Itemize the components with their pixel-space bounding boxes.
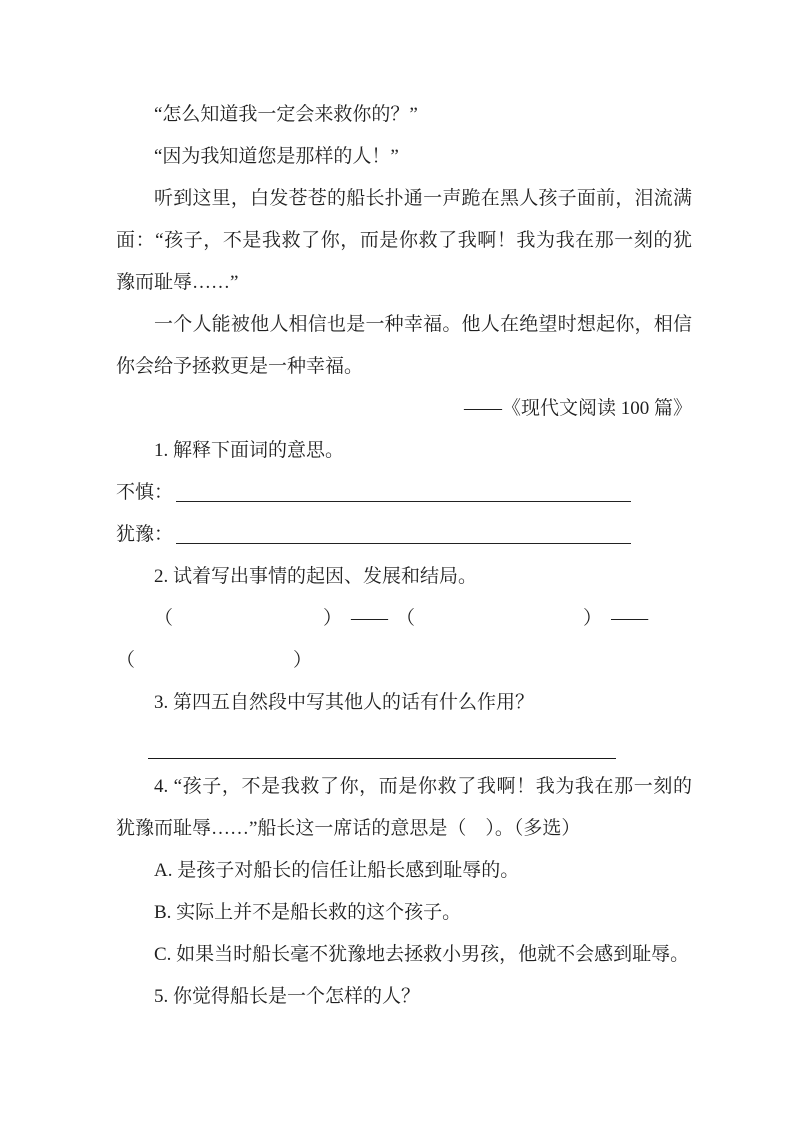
q2-close-paren-3: ） <box>293 650 313 671</box>
q2-open-paren-2: （ <box>396 608 416 629</box>
q4-option-a: A. 是孩子对船长的信任让船长感到耻辱的。 <box>154 860 520 881</box>
q1-term-1-answer-blank[interactable] <box>176 501 631 502</box>
q2-dash-2: —— <box>611 608 648 629</box>
q4-option-c: C. 如果当时船长毫不犹豫地去拯救小男孩，他就不会感到耻辱。 <box>154 944 690 965</box>
q1-term-1-label: 不慎： <box>116 482 174 503</box>
q1-term-row-2 <box>116 514 692 556</box>
q3-answer-blank[interactable] <box>148 758 616 759</box>
worksheet-content <box>116 94 692 1018</box>
q3-answer-row <box>116 724 692 766</box>
passage-attribution: ——《现代文阅读 100 篇》 <box>463 398 692 419</box>
q1-term-2-label: 犹豫： <box>116 524 174 545</box>
q2-dash-1: —— <box>351 608 388 629</box>
question-5-label: 5. 你觉得船长是一个怎样的人？ <box>154 986 421 1007</box>
q2-open-paren-1: （ <box>154 608 174 629</box>
q2-close-paren-2: ） <box>583 608 603 629</box>
passage-dialogue-2: “因为我知道您是那样的人！” <box>154 146 399 167</box>
question-2-label: 2. 试着写出事情的起因、发展和结局。 <box>154 566 478 587</box>
passage-paragraph-closing: 一个人能被他人相信也是一种幸福。他人在绝望时想起你，相信你会给予拯救更是一种幸福。 <box>116 314 692 377</box>
q1-term-2-answer-blank[interactable] <box>176 543 631 544</box>
passage-dialogue-1: “怎么知道我一定会来救你的？” <box>154 104 418 125</box>
q2-close-paren-1: ） <box>323 608 343 629</box>
passage-paragraph-captain: 听到这里，白发苍苍的船长扑通一声跪在黑人孩子面前，泪流满面：“孩子，不是我救了你，而是你救了我啊！我为我在那一刻的犹豫而耻辱……” <box>116 188 692 293</box>
question-4-label: 4. “孩子，不是我救了你，而是你救了我啊！我为我在那一刻的犹豫而耻辱……”船长这一席话的意思是（ ）。（多选） <box>116 776 692 839</box>
q1-term-row-1 <box>116 472 692 514</box>
question-1-label: 1. 解释下面词的意思。 <box>154 440 345 461</box>
q2-blank-row-1 <box>116 598 692 640</box>
q2-open-paren-3: （ <box>116 650 136 671</box>
q2-blank-row-2 <box>116 640 692 682</box>
q4-option-b: B. 实际上并不是船长救的这个孩子。 <box>154 902 462 923</box>
question-3-label: 3. 第四五自然段中写其他人的话有什么作用？ <box>154 692 535 713</box>
